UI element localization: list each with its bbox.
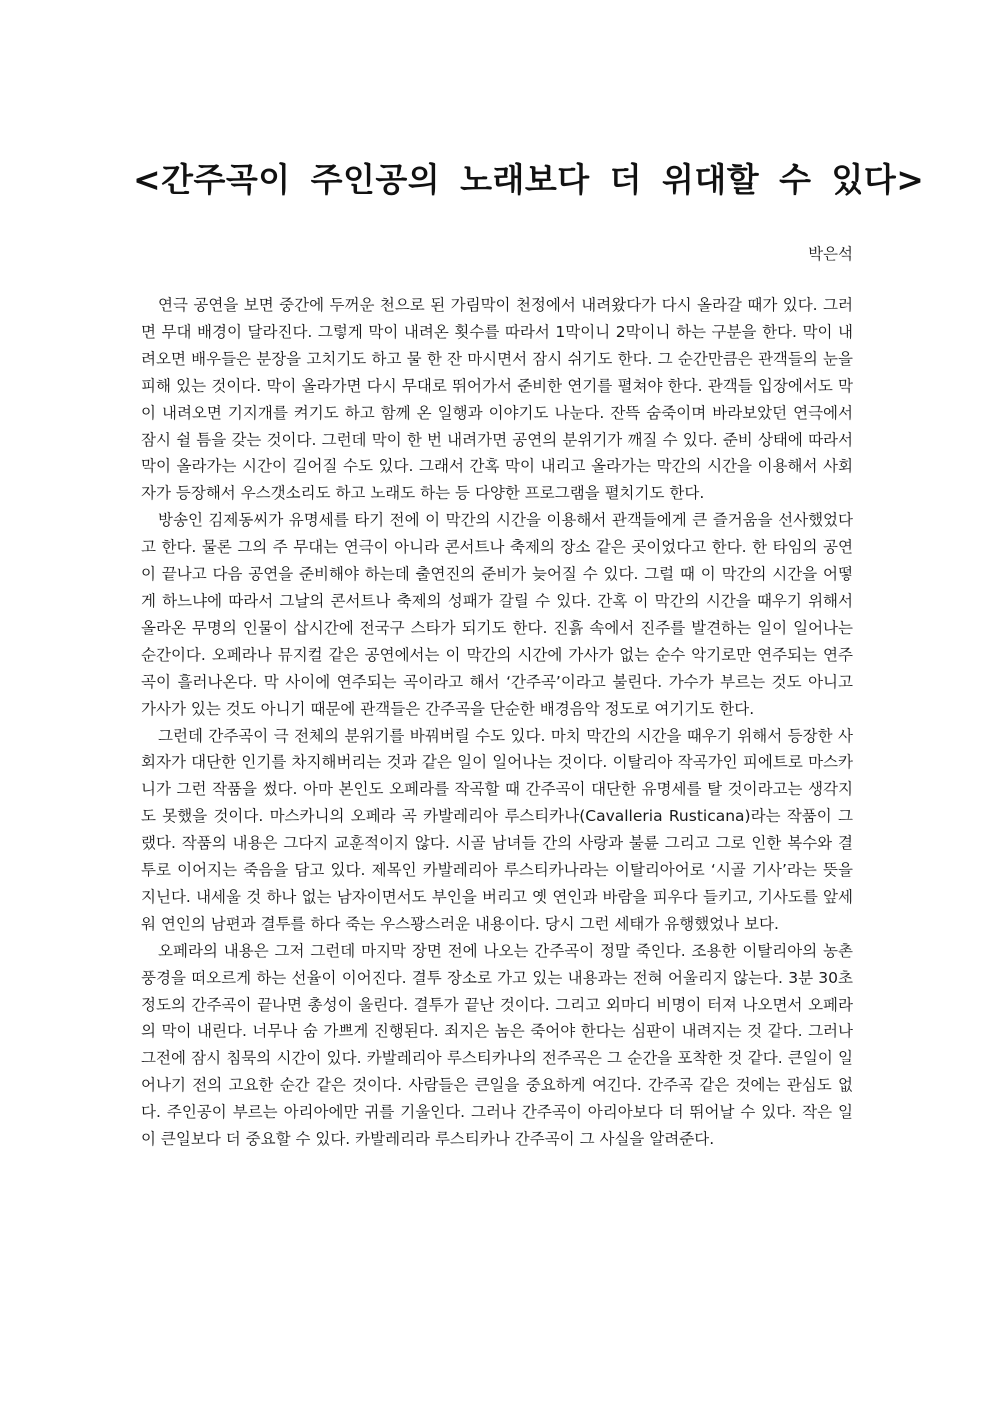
paragraph-1: 연극 공연을 보면 중간에 두꺼운 천으로 된 가림막이 천정에서 내려왔다가 다시 올라갈 때가 있다. 그러면 무대 배경이 달라진다. 그렇게 막이 내려온 횟수를 따라서 1막이니 2막이니 하는 구분을 한다. 막이 내려오면 배우들은 분장을 고치기도 하고 물 한 잔 마시면서 잠시 쉬기도 한다. 그 순간만큼은 관객들의 눈을 피해 있는 것이다. 막이 올라가면 다시 무대로 뛰어가서 준비한 연기를 펼쳐야 한다. 관객들 입장에서도 막이 내려오면 기지개를 켜기도 하고 함께 온 일행과 이야기도 나눈다. 잔뜩 숨죽이며 바라보았던 연극에서 잠시 쉴 틈을 갖는 것이다. 그런데 막이 한 번 내려가면 공연의 분위기가 깨질 수 있다. 준비 상태에 따라서 막이 올라가는 시간이 길어질 수도 있다. 그래서 간혹 막이 내리고 올라가는 막간의 시간을 이용해서 사회자가 등장해서 우스갯소리도 하고 노래도 하는 등 다양한 프로그램을 펼치기도 한다. — [141, 296, 853, 503]
document-body — [141, 292, 853, 1153]
paragraph-3: 그런데 간주곡이 극 전체의 분위기를 바꿔버릴 수도 있다. 마치 막간의 시간을 때우기 위해서 등장한 사회자가 대단한 인기를 차지해버리는 것과 같은 일이 일어나는 것이다. 이탈리아 작곡가인 피에트로 마스카니가 그런 작품을 썼다. 아마 본인도 오페라를 작곡할 때 간주곡이 대단한 유명세를 탈 것이라고는 생각지도 못했을 것이다. 마스카니의 오페라 곡 카발레리아 루스티카나(Cavalleria Rusticana)라는 작품이 그랬다. 작품의 내용은 그다지 교훈적이지 않다. 시골 남녀들 간의 사랑과 불륜 그리고 그로 인한 복수와 결투로 이어지는 죽음을 담고 있다. 제목인 카발레리아 루스티카나라는 이탈리아어로 ‘시골 기사’라는 뜻을 지닌다. 내세울 것 하나 없는 남자이면서도 부인을 버리고 옛 연인과 바람을 피우다 들키고, 기사도를 앞세워 연인의 남편과 결투를 하다 죽는 우스꽝스러운 내용이다. 당시 그런 세태가 유행했었나 보다. — [141, 726, 853, 933]
paragraph-4: 오페라의 내용은 그저 그런데 마지막 장면 전에 나오는 간주곡이 정말 죽인다. 조용한 이탈리아의 농촌 풍경을 떠오르게 하는 선율이 이어진다. 결투 장소로 가고 있는 내용과는 전혀 어울리지 않는다. 3분 30초 정도의 간주곡이 끝나면 총성이 울린다. 결투가 끝난 것이다. 그리고 외마디 비명이 터져 나오면서 오페라의 막이 내린다. 너무나 숨 가쁘게 진행된다. 죄지은 놈은 죽어야 한다는 심판이 내려지는 것 같다. 그러나 그전에 잠시 침묵의 시간이 있다. 카발레리아 루스티카나의 전주곡은 그 순간을 포착한 것 같다. 큰일이 일어나기 전의 고요한 순간 같은 것이다. 사람들은 큰일을 중요하게 여긴다. 간주곡 같은 것에는 관심도 없다. 주인공이 부르는 아리아에만 귀를 기울인다. 그러나 간주곡이 아리아보다 더 뛰어날 수 있다. 작은 일이 큰일보다 더 중요할 수 있다. 카발레리라 루스티카나 간주곡이 그 사실을 알려준다. — [141, 941, 853, 1149]
document-title: <간주곡이 주인공의 노래보다 더 위대할 수 있다> — [133, 160, 925, 199]
paragraph-2: 방송인 김제동씨가 유명세를 타기 전에 이 막간의 시간을 이용해서 관객들에게 큰 즐거움을 선사했었다고 한다. 물론 그의 주 무대는 연극이 아니라 콘서트나 축제의 장소 같은 곳이었다고 한다. 한 타임의 공연이 끝나고 다음 공연을 준비해야 하는데 출연진의 준비가 늦어질 수 있다. 그럴 때 이 막간의 시간을 어떻게 하느냐에 따라서 그날의 콘서트나 축제의 성패가 갈릴 수 있다. 간혹 이 막간의 시간을 때우기 위해서 올라온 무명의 인물이 삽시간에 전국구 스타가 되기도 한다. 진흙 속에서 진주를 발견하는 일이 일어나는 순간이다. 오페라나 뮤지컬 같은 공연에서는 이 막간의 시간에 가사가 없는 순수 악기로만 연주되는 연주곡이 흘러나온다. 막 사이에 연주되는 곡이라고 해서 ‘간주곡’이라고 불린다. 가수가 부르는 것도 아니고 가사가 있는 것도 아니기 때문에 관객들은 간주곡을 단순한 배경음악 정도로 여기기도 한다. — [141, 511, 853, 718]
author-name: 박은석 — [808, 245, 853, 263]
document-page — [133, 0, 925, 1403]
